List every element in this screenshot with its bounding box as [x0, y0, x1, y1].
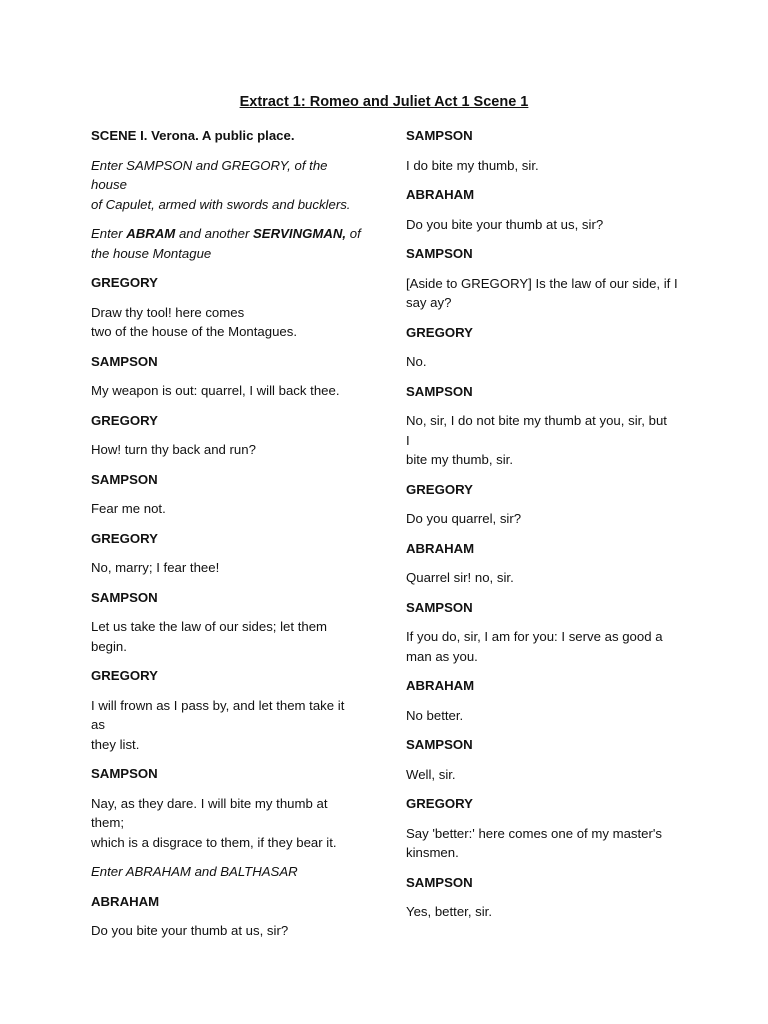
right-column	[406, 126, 684, 932]
text-line: Well, sir.	[406, 766, 456, 782]
text-line: Do you bite your thumb at us, sir?	[406, 216, 604, 232]
text-line: them;	[91, 815, 124, 830]
text-line: Do you bite your thumb at us, sir?	[91, 923, 289, 938]
text-fragment: and another	[175, 226, 254, 241]
text-line: My weapon is out: quarrel, I will back thee.	[91, 383, 340, 398]
text-line: the house Montague	[91, 245, 212, 261]
text-line: I	[406, 432, 410, 448]
speaker-name: ABRAHAM	[406, 187, 475, 202]
speaker-name: SAMPSON	[406, 737, 473, 752]
character-name: ABRAM	[126, 226, 176, 241]
text-line: Enter SAMPSON and GREGORY, of the house	[91, 157, 328, 192]
speaker-name: SAMPSON	[406, 874, 473, 890]
dialogue-line	[406, 568, 684, 588]
dialogue-line	[91, 794, 361, 853]
dialogue-line	[406, 902, 684, 922]
dialogue-line	[91, 499, 361, 519]
speaker-name: SAMPSON	[91, 471, 158, 487]
text-line: No, sir, I do not bite my thumb at you, sir, but	[406, 413, 667, 428]
speaker-name: GREGORY	[91, 275, 158, 290]
text-line: I will frown as I pass by, and let them take it	[91, 697, 345, 713]
text-fragment: of	[346, 226, 361, 241]
left-column	[91, 126, 361, 951]
text-fragment: Enter	[91, 226, 127, 241]
speaker-name: ABRAHAM	[406, 678, 475, 693]
speaker-name: SAMPSON	[406, 246, 473, 261]
text-line: How! turn thy back and run?	[91, 442, 256, 457]
stage-direction: Enter ABRAHAM and BALTHASAR	[91, 864, 298, 879]
speaker-name: GREGORY	[406, 481, 473, 497]
scene-heading: SCENE I. Verona. A public place.	[91, 128, 295, 143]
text-line: Yes, better, sir.	[406, 904, 493, 919]
text-line: as	[91, 717, 105, 732]
speaker-name: SAMPSON	[91, 353, 158, 369]
dialogue-line	[406, 509, 684, 529]
dialogue-line	[91, 558, 361, 578]
text-line: No.	[406, 354, 427, 369]
speaker-name: SAMPSON	[91, 589, 158, 605]
text-line: Say 'better:' here comes one of my master's	[406, 825, 663, 841]
dialogue-line	[406, 352, 684, 372]
speaker-name: GREGORY	[91, 668, 158, 683]
text-line: begin.	[91, 638, 127, 654]
dialogue-line	[91, 440, 361, 460]
dialogue-line	[406, 627, 684, 666]
dialogue-line	[406, 765, 684, 785]
text-line: Quarrel sir! no, sir.	[406, 570, 514, 585]
dialogue-line	[406, 411, 684, 470]
speaker-name: GREGORY	[91, 530, 158, 546]
text-line: bite my thumb, sir.	[406, 452, 513, 467]
dialogue-line	[91, 696, 361, 755]
text-line: man as you.	[406, 648, 478, 664]
dialogue-line	[91, 381, 361, 401]
speaker-name: GREGORY	[406, 796, 473, 811]
speaker-name: ABRAHAM	[406, 540, 475, 556]
text-line: two of the house of the Montagues.	[91, 324, 298, 339]
text-line: of Capulet, armed with swords and bucklers.	[91, 196, 351, 212]
speaker-name: SAMPSON	[406, 599, 473, 615]
dialogue-line	[406, 706, 684, 726]
character-name: SERVINGMAN,	[253, 226, 347, 241]
text-line: Draw thy tool! here comes	[91, 304, 245, 320]
text-line: Nay, as they dare. I will bite my thumb at	[91, 795, 328, 811]
text-line: they list.	[91, 736, 140, 752]
dialogue-line	[406, 156, 684, 176]
dialogue-line	[91, 303, 361, 342]
dialogue-line	[406, 274, 684, 313]
text-line: No better.	[406, 707, 464, 723]
text-line: No, marry; I fear thee!	[91, 560, 220, 575]
dialogue-line	[91, 921, 361, 941]
stage-direction	[91, 156, 361, 215]
dialogue-line	[91, 617, 361, 656]
dialogue-line	[406, 824, 684, 863]
text-line: say ay?	[406, 295, 452, 310]
page-title: Extract 1: Romeo and Juliet Act 1 Scene 1	[239, 94, 529, 110]
text-line: kinsmen.	[406, 845, 459, 860]
text-line: I do bite my thumb, sir.	[406, 157, 539, 173]
speaker-name: SAMPSON	[406, 128, 473, 143]
speaker-name: SAMPSON	[91, 766, 158, 781]
stage-direction	[91, 224, 361, 263]
text-line: Fear me not.	[91, 501, 166, 516]
text-line: Let us take the law of our sides; let them	[91, 619, 328, 634]
text-line: [Aside to GREGORY] Is the law of our side, if I	[406, 275, 678, 291]
speaker-name: GREGORY	[91, 412, 158, 428]
text-line: Do you quarrel, sir?	[406, 511, 522, 526]
speaker-name: SAMPSON	[406, 383, 473, 399]
dialogue-line	[406, 215, 684, 235]
text-line: which is a disgrace to them, if they bear it.	[91, 834, 337, 850]
speaker-name: GREGORY	[406, 324, 473, 340]
speaker-name: ABRAHAM	[91, 893, 160, 909]
text-line: If you do, sir, I am for you: I serve as good a	[406, 629, 663, 644]
